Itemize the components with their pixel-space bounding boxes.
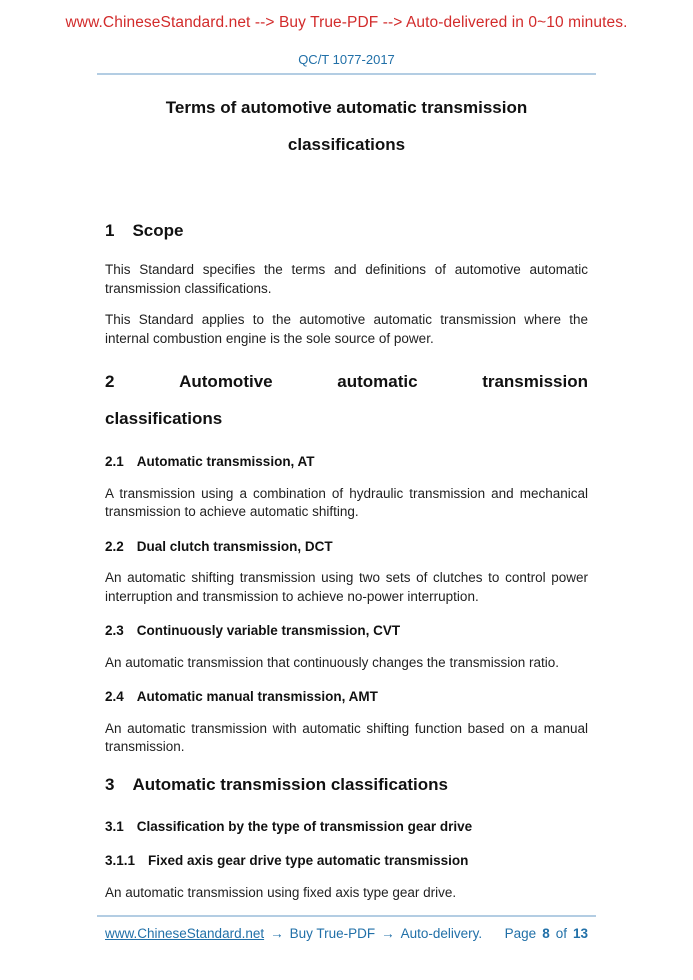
scope-paragraph-1: This Standard specifies the terms and definitions of automotive automatic transmission classifications. [105, 262, 588, 296]
heading-scope [105, 219, 588, 248]
page-footer [105, 925, 588, 943]
heading-3-1-number: 3.1 [105, 818, 124, 834]
header-rule [97, 73, 596, 75]
heading-term-2-1 [105, 453, 588, 472]
heading-section2-number: 2 [105, 372, 115, 391]
footer-promo [105, 925, 482, 943]
heading-section2-line1 [105, 363, 588, 400]
page-current: 8 [542, 926, 550, 941]
heading-term-2-3 [105, 622, 588, 641]
heading-term-2-1-label: Automatic transmission, AT [136, 454, 315, 469]
heading-section2-word1: Automotive [179, 372, 273, 391]
heading-term-2-4 [105, 688, 588, 707]
term-2-2-definition: An automatic shifting transmission using two sets of clutches to control power interruption and transmission to achieve no-power interruption. [105, 570, 588, 604]
heading-section3-number: 3 [105, 774, 115, 794]
scope-paragraph-2: This Standard applies to the automotive automatic transmission where the internal combustion engine is the sole source of power. [105, 312, 588, 346]
footer-website-link[interactable]: www.ChineseStandard.net [105, 926, 265, 941]
heading-term-2-4-number: 2.4 [105, 689, 124, 704]
heading-term-2-3-number: 2.3 [105, 623, 124, 638]
page-of-label: of [555, 926, 567, 941]
heading-section2-word2: automatic [337, 372, 418, 391]
heading-3-1 [105, 818, 588, 837]
footer-rule [97, 915, 596, 917]
heading-section3-label: Automatic transmission classifications [132, 774, 449, 794]
heading-term-2-1-number: 2.1 [105, 454, 124, 469]
term-2-4-definition: An automatic transmission with automatic shifting function based on a manual transmission. [105, 720, 588, 754]
promo-banner: www.ChineseStandard.net --> Buy True-PDF --> Auto-delivered in 0~10 minutes. [65, 14, 628, 31]
heading-3-1-1-number: 3.1.1 [105, 853, 136, 868]
term-3-1-1-definition: An automatic transmission using fixed axis type gear drive. [105, 884, 457, 900]
page-title-line2: classifications [287, 135, 406, 154]
heading-scope-label: Scope [132, 221, 184, 240]
heading-section2-word3: transmission [482, 372, 588, 391]
heading-3-1-label: Classification by the type of transmission gear drive [136, 818, 473, 834]
arrow-right-icon: → [270, 926, 284, 941]
heading-scope-number: 1 [105, 221, 115, 240]
page-indicator [505, 925, 588, 943]
heading-section2-line2: classifications [105, 409, 223, 428]
footer-buy-label: Buy True-PDF [289, 926, 376, 941]
page-title [105, 89, 588, 163]
heading-term-2-2-label: Dual clutch transmission, DCT [136, 538, 333, 554]
page-title-line1: Terms of automotive automatic transmission [165, 98, 528, 117]
heading-term-2-4-label: Automatic manual transmission, AMT [136, 689, 378, 704]
footer-delivery-label: Auto-delivery. [400, 926, 483, 941]
page-total: 13 [572, 926, 588, 941]
term-2-1-definition: A transmission using a combination of hydraulic transmission and mechanical transmission to achieve automatic shifting. [105, 485, 588, 519]
page-content [105, 89, 588, 902]
page-label: Page [504, 926, 537, 941]
heading-section3 [105, 773, 588, 802]
heading-3-1-1 [105, 852, 588, 871]
arrow-right-icon: → [381, 926, 395, 941]
heading-term-2-3-label: Continuously variable transmission, CVT [136, 623, 401, 638]
term-2-3-definition: An automatic transmission that continuously changes the transmission ratio. [105, 654, 559, 670]
document-number: QC/T 1077-2017 [298, 52, 395, 67]
heading-3-1-1-label: Fixed axis gear drive type automatic transmission [148, 853, 469, 868]
heading-term-2-2-number: 2.2 [105, 538, 124, 554]
heading-term-2-2 [105, 538, 588, 557]
